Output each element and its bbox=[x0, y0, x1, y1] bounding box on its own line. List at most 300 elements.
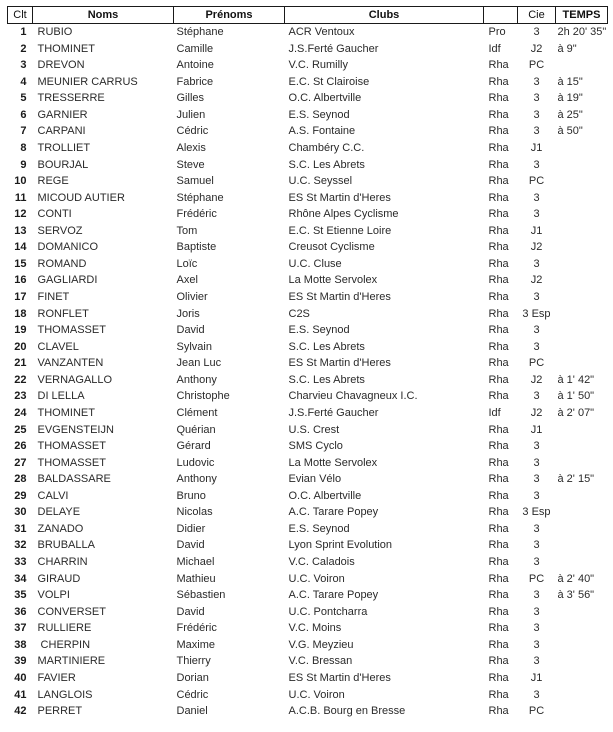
cell-club: E.S. Seynod bbox=[288, 108, 350, 121]
cell-first-name: Baptiste bbox=[176, 241, 217, 254]
table-row bbox=[8, 223, 608, 240]
table-row bbox=[8, 637, 608, 654]
cell-first-name: Cédric bbox=[176, 688, 209, 701]
cell-rank: 30 bbox=[14, 506, 27, 519]
cell-federation: Rha bbox=[488, 125, 509, 138]
cell-rank: 20 bbox=[14, 340, 27, 353]
cell-time bbox=[556, 687, 608, 704]
cell-club: C2S bbox=[288, 307, 310, 320]
cell-time: à 1' 42" bbox=[557, 373, 595, 386]
cell-rank: 11 bbox=[14, 191, 27, 204]
cell-rank: 29 bbox=[14, 489, 27, 502]
table-row bbox=[8, 438, 608, 455]
table-row bbox=[8, 471, 608, 488]
cell-time bbox=[556, 239, 608, 256]
cell-federation: Rha bbox=[488, 572, 509, 585]
cell-federation: Rha bbox=[488, 241, 509, 254]
cell-time bbox=[556, 206, 608, 223]
cell-last-name: DI LELLA bbox=[37, 390, 85, 403]
cell-rank: 31 bbox=[14, 522, 27, 535]
cell-rank: 10 bbox=[14, 175, 27, 188]
cell-time bbox=[556, 537, 608, 554]
cell-first-name: Daniel bbox=[176, 705, 208, 718]
cell-last-name: GIRAUD bbox=[37, 572, 81, 585]
table-row bbox=[8, 256, 608, 273]
table-row bbox=[8, 422, 608, 439]
cell-last-name: TROLLIET bbox=[37, 141, 91, 154]
cell-rank: 42 bbox=[14, 705, 27, 718]
header-row bbox=[8, 7, 608, 24]
cell-club: J.S.Ferté Gaucher bbox=[288, 406, 379, 419]
cell-category: 3 bbox=[533, 125, 540, 138]
cell-category: 3 bbox=[533, 390, 540, 403]
cell-rank: 9 bbox=[20, 158, 27, 171]
cell-club: ES St Martin d'Heres bbox=[288, 357, 391, 370]
cell-club: Creusot Cyclisme bbox=[288, 241, 375, 254]
cell-rank: 2 bbox=[20, 42, 27, 55]
cell-time bbox=[556, 223, 608, 240]
cell-club: S.C. Les Abrets bbox=[288, 340, 365, 353]
cell-rank: 1 bbox=[20, 26, 27, 38]
cell-time bbox=[556, 289, 608, 306]
cell-last-name: CONVERSET bbox=[37, 605, 106, 618]
cell-first-name: Didier bbox=[176, 522, 206, 535]
cell-category: 3 bbox=[533, 539, 540, 552]
results-table bbox=[7, 6, 608, 720]
table-row bbox=[8, 140, 608, 157]
cell-rank: 34 bbox=[14, 572, 27, 585]
cell-federation: Rha bbox=[488, 489, 509, 502]
cell-category: 3 bbox=[533, 688, 540, 701]
cell-federation: Rha bbox=[488, 191, 509, 204]
cell-time bbox=[556, 173, 608, 190]
cell-last-name: SERVOZ bbox=[37, 224, 83, 237]
table-row bbox=[8, 157, 608, 174]
cell-rank: 8 bbox=[20, 141, 27, 154]
cell-federation: Rha bbox=[488, 456, 509, 469]
cell-category: 3 bbox=[533, 324, 540, 337]
cell-time: à 3' 56" bbox=[557, 589, 595, 602]
cell-first-name: Stéphane bbox=[176, 26, 224, 38]
cell-time bbox=[556, 438, 608, 455]
cell-federation: Rha bbox=[488, 307, 509, 320]
cell-time bbox=[556, 140, 608, 157]
cell-last-name: VERNAGALLO bbox=[37, 373, 113, 386]
cell-club: Rhône Alpes Cyclisme bbox=[288, 208, 399, 221]
cell-category: PC bbox=[528, 59, 545, 72]
cell-category: 3 bbox=[533, 108, 540, 121]
table-row bbox=[8, 504, 608, 521]
cell-club: Chambéry C.C. bbox=[288, 141, 365, 154]
cell-club: ES St Martin d'Heres bbox=[288, 671, 391, 684]
cell-federation: Rha bbox=[488, 75, 509, 88]
cell-time bbox=[556, 604, 608, 621]
cell-last-name: CALVI bbox=[37, 489, 69, 502]
cell-federation: Rha bbox=[488, 291, 509, 303]
cell-first-name: Joris bbox=[176, 307, 200, 320]
table-row bbox=[8, 620, 608, 637]
cell-last-name: BALDASSARE bbox=[37, 473, 111, 486]
cell-category: 3 bbox=[533, 257, 540, 270]
cell-first-name: Julien bbox=[176, 108, 206, 121]
cell-rank: 28 bbox=[14, 473, 27, 486]
cell-rank: 39 bbox=[14, 655, 27, 668]
cell-first-name: David bbox=[176, 605, 205, 618]
cell-club: O.C. Albertville bbox=[288, 489, 362, 502]
cell-time bbox=[556, 322, 608, 339]
cell-category: 3 bbox=[533, 191, 540, 204]
table-row bbox=[8, 521, 608, 538]
table-row bbox=[8, 703, 608, 720]
cell-last-name: FINET bbox=[37, 291, 70, 303]
cell-rank: 18 bbox=[14, 307, 27, 320]
cell-last-name: THOMASSET bbox=[37, 456, 106, 469]
cell-first-name: Anthony bbox=[176, 473, 217, 486]
cell-category: 3 bbox=[533, 473, 540, 486]
cell-rank: 19 bbox=[14, 324, 27, 337]
cell-club: A.C. Tarare Popey bbox=[288, 506, 379, 519]
table-row bbox=[8, 306, 608, 323]
cell-category: 3 bbox=[533, 340, 540, 353]
table-row bbox=[8, 289, 608, 306]
cell-federation: Rha bbox=[488, 340, 509, 353]
cell-federation: Rha bbox=[488, 506, 509, 519]
cell-club: J.S.Ferté Gaucher bbox=[288, 42, 379, 55]
cell-club: A.C. Tarare Popey bbox=[288, 589, 379, 602]
col-header-noms: Noms bbox=[33, 7, 174, 24]
table-row bbox=[8, 687, 608, 704]
col-header-clt: Clt bbox=[8, 7, 33, 24]
table-row bbox=[8, 355, 608, 372]
cell-club: V.C. Caladois bbox=[288, 556, 355, 568]
cell-category: 3 bbox=[533, 589, 540, 602]
cell-club: ACR Ventoux bbox=[288, 26, 355, 38]
cell-rank: 5 bbox=[20, 92, 27, 105]
table-row bbox=[8, 206, 608, 223]
cell-rank: 22 bbox=[14, 373, 27, 386]
cell-time bbox=[556, 670, 608, 687]
cell-rank: 4 bbox=[20, 75, 27, 88]
cell-first-name: Camille bbox=[176, 42, 214, 55]
cell-last-name: FAVIER bbox=[37, 671, 76, 684]
cell-time bbox=[556, 554, 608, 571]
cell-rank: 16 bbox=[14, 274, 27, 287]
cell-first-name: Jean Luc bbox=[176, 357, 222, 370]
cell-federation: Rha bbox=[488, 638, 509, 651]
cell-federation: Rha bbox=[488, 324, 509, 337]
cell-rank: 3 bbox=[20, 59, 27, 72]
cell-club: V.G. Meyzieu bbox=[288, 638, 354, 651]
cell-rank: 23 bbox=[14, 390, 27, 403]
cell-federation: Rha bbox=[488, 59, 509, 72]
cell-category: J2 bbox=[530, 42, 543, 55]
cell-federation: Rha bbox=[488, 224, 509, 237]
cell-rank: 12 bbox=[14, 208, 27, 221]
cell-category: J1 bbox=[530, 423, 543, 436]
table-row bbox=[8, 239, 608, 256]
cell-first-name: Michael bbox=[176, 556, 215, 568]
table-row bbox=[8, 653, 608, 670]
cell-time bbox=[556, 355, 608, 372]
cell-time bbox=[556, 504, 608, 521]
cell-club: E.S. Seynod bbox=[288, 522, 350, 535]
cell-last-name: CARPANI bbox=[37, 125, 86, 138]
cell-time bbox=[556, 306, 608, 323]
cell-first-name: Thierry bbox=[176, 655, 211, 668]
cell-club: U.C. Voiron bbox=[288, 688, 345, 701]
cell-category: 3 bbox=[533, 622, 540, 635]
cell-first-name: Samuel bbox=[176, 175, 214, 188]
cell-federation: Rha bbox=[488, 522, 509, 535]
cell-federation: Idf bbox=[488, 406, 501, 419]
cell-club: ES St Martin d'Heres bbox=[288, 191, 391, 204]
cell-time bbox=[556, 422, 608, 439]
cell-federation: Rha bbox=[488, 622, 509, 635]
cell-first-name: Sylvain bbox=[176, 340, 212, 353]
cell-first-name: Tom bbox=[176, 224, 198, 237]
col-header-temps: TEMPS bbox=[556, 7, 608, 24]
cell-first-name: Stéphane bbox=[176, 191, 224, 204]
cell-federation: Idf bbox=[488, 42, 501, 55]
table-row bbox=[8, 488, 608, 505]
cell-category: J2 bbox=[530, 373, 543, 386]
table-row bbox=[8, 339, 608, 356]
cell-federation: Rha bbox=[488, 556, 509, 568]
cell-last-name: ZANADO bbox=[37, 522, 84, 535]
cell-last-name: RULLIERE bbox=[37, 622, 92, 635]
cell-club: SMS Cyclo bbox=[288, 440, 343, 453]
table-row bbox=[8, 537, 608, 554]
cell-club: S.C. Les Abrets bbox=[288, 373, 365, 386]
cell-last-name: THOMASSET bbox=[37, 324, 106, 337]
cell-federation: Rha bbox=[488, 705, 509, 718]
cell-federation: Rha bbox=[488, 440, 509, 453]
cell-time bbox=[556, 521, 608, 538]
cell-rank: 35 bbox=[14, 589, 27, 602]
cell-last-name: VOLPI bbox=[37, 589, 70, 602]
cell-club: U.S. Crest bbox=[288, 423, 340, 436]
cell-federation: Rha bbox=[488, 274, 509, 287]
cell-last-name: THOMINET bbox=[37, 42, 95, 55]
cell-club: S.C. Les Abrets bbox=[288, 158, 365, 171]
table-row bbox=[8, 190, 608, 207]
table-row bbox=[8, 74, 608, 91]
table-row bbox=[8, 455, 608, 472]
cell-category: PC bbox=[528, 705, 545, 718]
cell-club: A.C.B. Bourg en Bresse bbox=[288, 705, 406, 718]
cell-first-name: Anthony bbox=[176, 373, 217, 386]
cell-last-name: GAGLIARDI bbox=[37, 274, 98, 287]
cell-last-name: RONFLET bbox=[37, 307, 89, 320]
cell-time: à 2' 15" bbox=[557, 473, 595, 486]
cell-category: 3 bbox=[533, 456, 540, 469]
cell-time: à 25" bbox=[557, 108, 583, 121]
cell-time: à 1' 50" bbox=[557, 390, 595, 403]
cell-rank: 6 bbox=[20, 108, 27, 121]
cell-first-name: Clément bbox=[176, 406, 218, 419]
cell-last-name: CONTI bbox=[37, 208, 72, 221]
cell-rank: 32 bbox=[14, 539, 27, 552]
cell-time: 2h 20' 35" bbox=[557, 26, 607, 38]
cell-last-name: CHARRIN bbox=[37, 556, 88, 568]
table-body bbox=[8, 24, 608, 720]
cell-first-name: Christophe bbox=[176, 390, 230, 403]
cell-last-name: CHERPIN bbox=[37, 638, 91, 651]
col-header-cie: Cie bbox=[518, 7, 556, 24]
cell-last-name: TRESSERRE bbox=[37, 92, 105, 105]
cell-first-name: Alexis bbox=[176, 141, 206, 154]
cell-category: 3 bbox=[533, 556, 540, 568]
table-row bbox=[8, 372, 608, 389]
cell-category: PC bbox=[528, 357, 545, 370]
cell-federation: Rha bbox=[488, 92, 509, 105]
cell-rank: 33 bbox=[14, 556, 27, 568]
table-row bbox=[8, 24, 608, 41]
cell-club: V.C. Moins bbox=[288, 622, 342, 635]
cell-rank: 15 bbox=[14, 257, 27, 270]
cell-category: 3 Esp bbox=[522, 307, 551, 320]
cell-time bbox=[556, 488, 608, 505]
cell-time bbox=[556, 157, 608, 174]
cell-first-name: David bbox=[176, 324, 205, 337]
cell-last-name: RUBIO bbox=[37, 26, 73, 38]
cell-last-name: DELAYE bbox=[37, 506, 81, 519]
cell-category: 3 bbox=[533, 638, 540, 651]
cell-federation: Rha bbox=[488, 373, 509, 386]
cell-last-name: EVGENSTEIJN bbox=[37, 423, 114, 436]
table-row bbox=[8, 670, 608, 687]
cell-time: à 2' 07" bbox=[557, 406, 595, 419]
cell-category: J1 bbox=[530, 141, 543, 154]
cell-rank: 27 bbox=[14, 456, 27, 469]
cell-federation: Rha bbox=[488, 390, 509, 403]
table-row bbox=[8, 388, 608, 405]
cell-category: 3 bbox=[533, 522, 540, 535]
cell-club: V.C. Rumilly bbox=[288, 59, 348, 72]
cell-last-name: CLAVEL bbox=[37, 340, 79, 353]
cell-category: 3 bbox=[533, 655, 540, 668]
cell-last-name: THOMINET bbox=[37, 406, 95, 419]
cell-first-name: Cédric bbox=[176, 125, 209, 138]
cell-club: E.S. Seynod bbox=[288, 324, 350, 337]
cell-last-name: REGE bbox=[37, 175, 69, 188]
cell-federation: Rha bbox=[488, 141, 509, 154]
cell-club: U.C. Cluse bbox=[288, 257, 342, 270]
cell-rank: 14 bbox=[14, 241, 27, 254]
cell-first-name: Sébastien bbox=[176, 589, 226, 602]
cell-first-name: Frédéric bbox=[176, 622, 217, 635]
cell-rank: 7 bbox=[20, 125, 27, 138]
cell-club: E.C. St Clairoise bbox=[288, 75, 370, 88]
cell-first-name: Gilles bbox=[176, 92, 205, 105]
cell-first-name: Maxime bbox=[176, 638, 216, 651]
cell-federation: Rha bbox=[488, 423, 509, 436]
cell-last-name: MICOUD AUTIER bbox=[37, 191, 125, 204]
cell-category: J1 bbox=[530, 224, 543, 237]
table-row bbox=[8, 57, 608, 74]
table-row bbox=[8, 107, 608, 124]
cell-first-name: Gérard bbox=[176, 440, 211, 453]
cell-federation: Rha bbox=[488, 671, 509, 684]
cell-last-name: VANZANTEN bbox=[37, 357, 104, 370]
cell-last-name: MEUNIER CARRUS bbox=[37, 75, 138, 88]
cell-federation: Rha bbox=[488, 539, 509, 552]
cell-federation: Rha bbox=[488, 605, 509, 618]
cell-federation: Rha bbox=[488, 655, 509, 668]
cell-club: Lyon Sprint Evolution bbox=[288, 539, 393, 552]
cell-time: à 19" bbox=[557, 92, 583, 105]
cell-club: U.C. Voiron bbox=[288, 572, 345, 585]
table-row bbox=[8, 571, 608, 588]
cell-first-name: Frédéric bbox=[176, 208, 217, 221]
cell-time bbox=[556, 455, 608, 472]
cell-club: Evian Vélo bbox=[288, 473, 342, 486]
cell-first-name: Antoine bbox=[176, 59, 214, 72]
cell-first-name: Ludovic bbox=[176, 456, 215, 469]
cell-first-name: Mathieu bbox=[176, 572, 216, 585]
cell-rank: 17 bbox=[14, 291, 27, 303]
cell-club: ES St Martin d'Heres bbox=[288, 291, 391, 303]
cell-rank: 26 bbox=[14, 440, 27, 453]
cell-rank: 24 bbox=[14, 406, 27, 419]
table-header bbox=[8, 7, 608, 24]
cell-last-name: THOMASSET bbox=[37, 440, 106, 453]
cell-rank: 41 bbox=[14, 688, 27, 701]
cell-first-name: Fabrice bbox=[176, 75, 214, 88]
cell-club: La Motte Servolex bbox=[288, 274, 378, 287]
cell-time: à 2' 40" bbox=[557, 572, 595, 585]
cell-category: J2 bbox=[530, 274, 543, 287]
cell-last-name: MARTINIERE bbox=[37, 655, 106, 668]
cell-category: 3 bbox=[533, 605, 540, 618]
cell-federation: Rha bbox=[488, 208, 509, 221]
cell-category: 3 Esp bbox=[522, 506, 551, 519]
table-row bbox=[8, 554, 608, 571]
cell-last-name: LANGLOIS bbox=[37, 688, 93, 701]
cell-federation: Rha bbox=[488, 357, 509, 370]
cell-federation: Rha bbox=[488, 589, 509, 602]
table-row bbox=[8, 173, 608, 190]
cell-category: 3 bbox=[533, 291, 540, 303]
table-row bbox=[8, 405, 608, 422]
cell-first-name: Dorian bbox=[176, 671, 209, 684]
table-row bbox=[8, 604, 608, 621]
cell-federation: Rha bbox=[488, 175, 509, 188]
cell-first-name: Olivier bbox=[176, 291, 208, 303]
cell-club: U.C. Seyssel bbox=[288, 175, 353, 188]
cell-category: J1 bbox=[530, 671, 543, 684]
cell-first-name: Steve bbox=[176, 158, 205, 171]
cell-category: 3 bbox=[533, 208, 540, 221]
table-row bbox=[8, 587, 608, 604]
cell-federation: Rha bbox=[488, 158, 509, 171]
table-row bbox=[8, 41, 608, 58]
cell-rank: 40 bbox=[14, 671, 27, 684]
cell-category: 3 bbox=[533, 158, 540, 171]
cell-club: V.C. Bressan bbox=[288, 655, 353, 668]
cell-club: O.C. Albertville bbox=[288, 92, 362, 105]
cell-last-name: BRUBALLA bbox=[37, 539, 95, 552]
cell-federation: Rha bbox=[488, 473, 509, 486]
cell-club: U.C. Pontcharra bbox=[288, 605, 368, 618]
cell-first-name: David bbox=[176, 539, 205, 552]
cell-time bbox=[556, 190, 608, 207]
cell-time bbox=[556, 637, 608, 654]
cell-first-name: Quérian bbox=[176, 423, 216, 436]
cell-category: 3 bbox=[533, 440, 540, 453]
cell-federation: Pro bbox=[488, 26, 506, 38]
cell-rank: 25 bbox=[14, 423, 27, 436]
